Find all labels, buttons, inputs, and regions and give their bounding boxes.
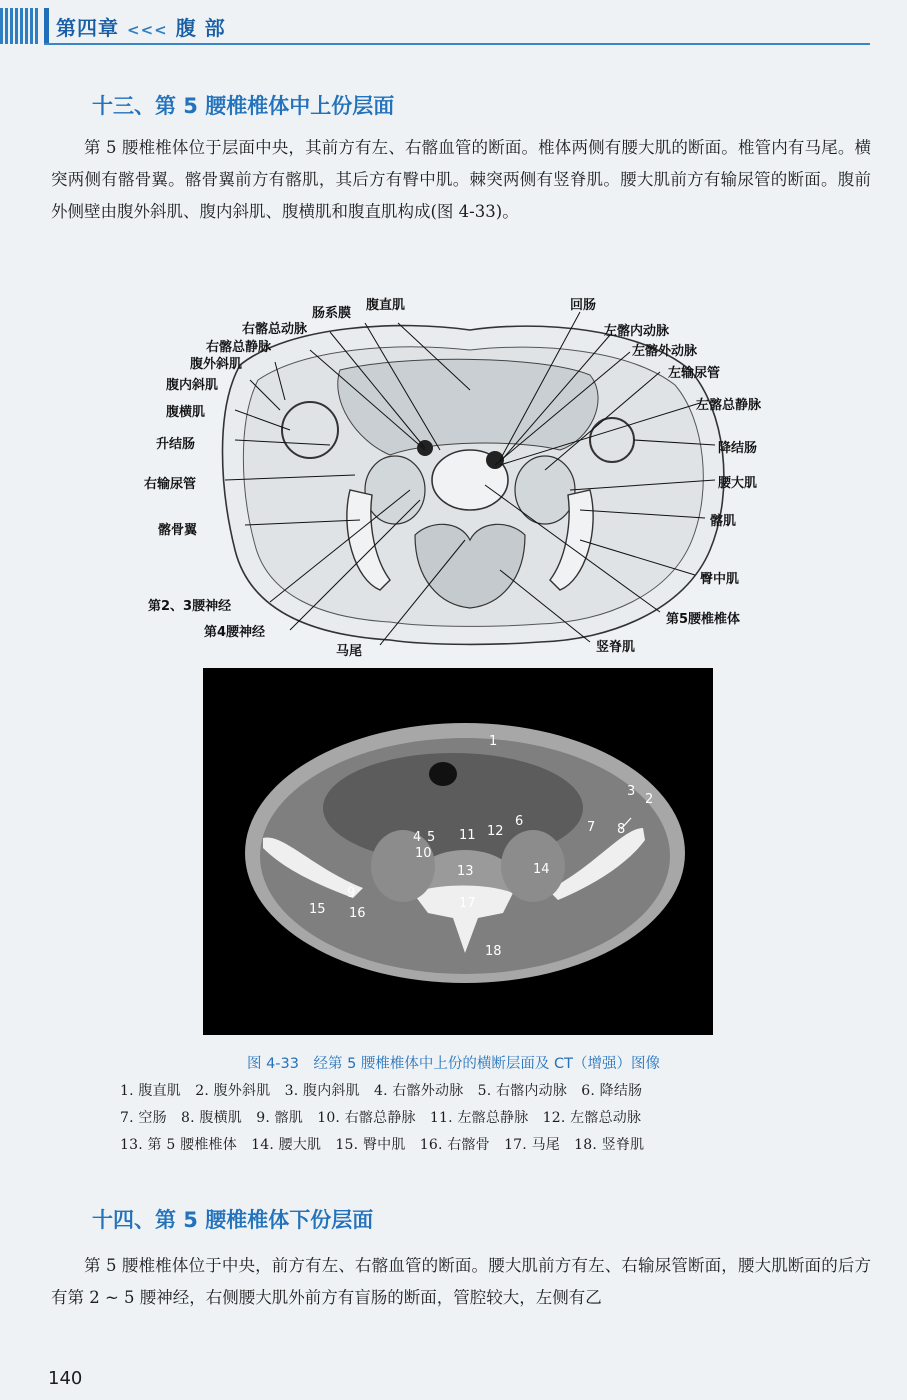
ct-number-3: 3 [627, 784, 636, 799]
ct-number-16: 16 [349, 906, 366, 921]
label-right-ureter: 右输尿管 [144, 477, 197, 492]
label-gluteus-medius: 臀中肌 [700, 572, 740, 587]
ct-number-7: 7 [587, 820, 596, 835]
label-l4-nerve: 第4腰神经 [204, 625, 266, 640]
chapter-arrows: <<< [127, 21, 168, 39]
section-14-title: 十四、第 5 腰椎椎体下份层面 [92, 1208, 374, 1232]
ct-number-15: 15 [309, 902, 326, 917]
anatomy-diagram [140, 290, 780, 660]
ct-number-4: 4 [413, 830, 422, 845]
header-accent-bar [44, 8, 49, 44]
label-left-external-iliac-artery: 左髂外动脉 [632, 344, 698, 359]
ct-right-psoas [371, 830, 435, 902]
intestines [338, 359, 598, 455]
page-header [0, 0, 907, 48]
ct-number-1: 1 [489, 734, 498, 749]
ct-number-11: 11 [459, 828, 476, 843]
ct-number-13: 13 [457, 864, 474, 879]
legend-line-2: 7. 空肠 8. 腹横肌 9. 髂肌 10. 右髂总静脉 11. 左髂总静脉 12. 左髂总动脉 [120, 1110, 642, 1126]
ct-bowel-gas [429, 762, 457, 786]
label-right-common-iliac-artery: 右髂总动脉 [242, 322, 308, 337]
ct-number-18: 18 [485, 944, 502, 959]
figure-caption: 图 4-33 经第 5 腰椎椎体中上份的横断层面及 CT（增强）图像 [246, 1056, 661, 1072]
label-ascending-colon: 升结肠 [156, 437, 196, 452]
chapter-number: 第四章 [56, 16, 119, 40]
section-14-paragraph: 第 5 腰椎椎体位于中央，前方有左、右髂血管的断面。腰大肌前方有左、右输尿管断面，腰大肌断面的后方有第 2 ~ 5 腰神经，右侧腰大肌外前方有盲肠的断面，管腔较大，左侧有乙 [51, 1256, 871, 1307]
label-l5-vertebral-body: 第5腰椎椎体 [666, 612, 741, 627]
label-right-common-iliac-vein: 右髂总静脉 [206, 340, 272, 355]
ct-number-10: 10 [415, 846, 432, 861]
ct-scan-drawing [203, 668, 713, 1035]
legend-line-1: 1. 腹直肌 2. 腹外斜肌 3. 腹内斜肌 4. 右髂外动脉 5. 右髂内动脉 6. 降结肠 [120, 1083, 643, 1099]
ct-number-14: 14 [533, 862, 550, 877]
ct-number-5: 5 [427, 830, 436, 845]
ct-number-17: 17 [459, 896, 476, 911]
label-external-oblique: 腹外斜肌 [190, 357, 243, 372]
psoas-right-shape [365, 456, 425, 524]
label-left-common-iliac-vein: 左髂总静脉 [696, 398, 762, 413]
label-rectus-abdominis: 腹直肌 [366, 298, 406, 313]
descending-colon-shape [590, 418, 634, 462]
ct-number-6: 6 [515, 814, 524, 829]
section-13-paragraph: 第 5 腰椎椎体位于层面中央，其前方有左、右髂血管的断面。椎体两侧有腰大肌的断面。椎管内有马尾。横突两侧有髂骨翼。髂骨翼前方有髂肌，其后方有臀中肌。棘突两侧有竖脊肌。腰大肌前方有输尿管的断面。腹前外侧壁由腹外斜肌、腹内斜肌、腹横肌和腹直肌构成(图 4-33)。 [51, 138, 871, 221]
label-internal-oblique: 腹内斜肌 [166, 378, 219, 393]
label-descending-colon: 降结肠 [718, 441, 758, 456]
label-mesentery: 肠系膜 [312, 306, 352, 321]
label-left-internal-iliac-artery: 左髂内动脉 [604, 324, 670, 339]
page-number: 140 [48, 1368, 83, 1389]
label-iliacus: 髂肌 [710, 514, 737, 529]
legend-line-3: 13. 第 5 腰椎椎体 14. 腰大肌 15. 臀中肌 16. 右髂骨 17. 马尾 18. 竖脊肌 [120, 1137, 645, 1153]
chapter-title: 腹 部 [175, 16, 226, 40]
ct-image [203, 668, 713, 1035]
ascending-colon-shape [282, 402, 338, 458]
ct-number-2: 2 [645, 792, 654, 807]
label-ileum: 回肠 [570, 298, 597, 313]
label-iliac-wing: 髂骨翼 [158, 523, 198, 538]
label-psoas-major: 腰大肌 [718, 476, 758, 491]
section-13-title: 十三、第 5 腰椎椎体中上份层面 [92, 94, 395, 118]
label-cauda-equina: 马尾 [336, 644, 363, 659]
label-l2-l3-nerves: 第2、3腰神经 [148, 599, 232, 614]
label-left-ureter: 左输尿管 [668, 366, 721, 381]
header-stripe-decoration [0, 8, 40, 44]
label-erector-spinae: 竖脊肌 [596, 640, 636, 655]
ct-number-8: 8 [617, 822, 626, 837]
header-rule [44, 43, 870, 45]
chapter-heading [56, 12, 226, 41]
ct-number-9: 9 [347, 886, 356, 901]
label-transversus-abdominis: 腹横肌 [166, 405, 206, 420]
ct-number-12: 12 [487, 824, 504, 839]
